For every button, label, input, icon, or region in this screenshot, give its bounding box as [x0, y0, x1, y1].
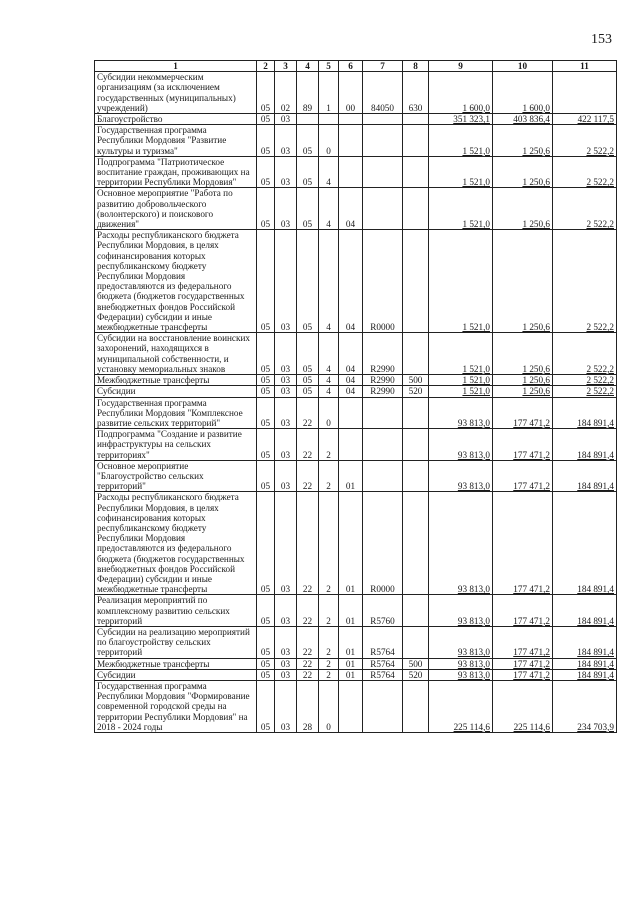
expense-type-code: [403, 429, 429, 461]
program-code: 05: [297, 333, 319, 375]
table-row: [95, 230, 617, 333]
table-row: [95, 429, 617, 461]
expense-type-code: [403, 595, 429, 627]
subprogram-code: [319, 114, 339, 125]
table-row: [95, 595, 617, 627]
row-name: Субсидии на восстановление воинских захоронений, находящихся в муниципальной собственности, и установку мемориальных знаков: [95, 333, 257, 375]
activity-code: 01: [339, 460, 363, 492]
activity-code: 01: [339, 669, 363, 680]
subsection-code: 03: [275, 669, 297, 680]
subsection-code: 03: [275, 658, 297, 669]
expense-type-code: 520: [403, 386, 429, 397]
subprogram-code: 0: [319, 680, 339, 732]
subprogram-code: 1: [319, 72, 339, 114]
col-header: 8: [403, 61, 429, 72]
expense-code: R5764: [363, 658, 403, 669]
amount-2023: 184 891,4: [553, 658, 617, 669]
amount-2022: 1 250,6: [493, 188, 553, 230]
row-name: Расходы республиканского бюджета Республики Мордовия, в целях софинансирования которых республиканскому бюджету Республики Мордовия предоставляются из федерального бюджета (бюджетов государственных внебюджетных фондов Российской Федерации) субсидии и иные межбюджетные трансферты: [95, 492, 257, 595]
amount-2023: 2 522,2: [553, 333, 617, 375]
amount-2023: 2 522,2: [553, 125, 617, 157]
row-name: Субсидии: [95, 669, 257, 680]
program-code: 22: [297, 492, 319, 595]
table-row: [95, 375, 617, 386]
row-name: Подпрограмма "Создание и развитие инфраструктуры на сельских территориях": [95, 429, 257, 461]
col-header: 9: [429, 61, 493, 72]
amount-2021: 93 813,0: [429, 460, 493, 492]
amount-2022: 1 250,6: [493, 230, 553, 333]
row-name: Основное мероприятие "Работа по развитию добровольческого (волонтерского) и поискового движения": [95, 188, 257, 230]
subprogram-code: 4: [319, 188, 339, 230]
amount-2023: 184 891,4: [553, 626, 617, 658]
expense-code: [363, 125, 403, 157]
program-code: 22: [297, 429, 319, 461]
amount-2021: 93 813,0: [429, 397, 493, 429]
table-row: [95, 492, 617, 595]
subprogram-code: 4: [319, 375, 339, 386]
expense-type-code: 500: [403, 375, 429, 386]
activity-code: 04: [339, 230, 363, 333]
expense-code: [363, 429, 403, 461]
subsection-code: 03: [275, 386, 297, 397]
amount-2022: 1 250,6: [493, 333, 553, 375]
amount-2023: 2 522,2: [553, 386, 617, 397]
section-code: 05: [257, 397, 275, 429]
subsection-code: 03: [275, 595, 297, 627]
amount-2023: 184 891,4: [553, 460, 617, 492]
subsection-code: 03: [275, 333, 297, 375]
section-code: 05: [257, 669, 275, 680]
expense-code: R2990: [363, 333, 403, 375]
activity-code: [339, 680, 363, 732]
activity-code: 04: [339, 386, 363, 397]
col-header: 10: [493, 61, 553, 72]
col-header: 1: [95, 61, 257, 72]
expense-type-code: [403, 333, 429, 375]
expense-type-code: [403, 397, 429, 429]
row-name: Основное мероприятие "Благоустройство сельских территорий": [95, 460, 257, 492]
section-code: 05: [257, 595, 275, 627]
row-name: Расходы республиканского бюджета Республики Мордовия, в целях софинансирования которых республиканскому бюджету Республики Мордовия предоставляются из федерального бюджета (бюджетов государственных внебюджетных фондов Российской Федерации) субсидии и иные межбюджетные трансферты: [95, 230, 257, 333]
amount-2021: 225 114,6: [429, 680, 493, 732]
subprogram-code: 2: [319, 658, 339, 669]
section-code: 05: [257, 333, 275, 375]
amount-2021: 93 813,0: [429, 492, 493, 595]
section-code: 05: [257, 492, 275, 595]
activity-code: 04: [339, 333, 363, 375]
row-name: Государственная программа Республики Мордовия "Развитие культуры и туризма": [95, 125, 257, 157]
expense-code: [363, 460, 403, 492]
subprogram-code: 4: [319, 230, 339, 333]
program-code: 05: [297, 386, 319, 397]
expense-type-code: [403, 626, 429, 658]
row-name: Реализация мероприятий по комплексному развитию сельских территорий: [95, 595, 257, 627]
amount-2022: 1 250,6: [493, 125, 553, 157]
section-code: 05: [257, 626, 275, 658]
subprogram-code: 2: [319, 626, 339, 658]
table-row: [95, 460, 617, 492]
amount-2022: 177 471,2: [493, 429, 553, 461]
activity-code: 01: [339, 492, 363, 595]
expense-code: R5760: [363, 595, 403, 627]
expense-type-code: [403, 188, 429, 230]
section-code: 05: [257, 72, 275, 114]
amount-2022: 177 471,2: [493, 397, 553, 429]
row-name: Субсидии на реализацию мероприятий по благоустройству сельских территорий: [95, 626, 257, 658]
col-header: 6: [339, 61, 363, 72]
subprogram-code: 0: [319, 397, 339, 429]
subsection-code: 03: [275, 125, 297, 157]
amount-2021: 93 813,0: [429, 595, 493, 627]
row-name: Субсидии: [95, 386, 257, 397]
amount-2023: 184 891,4: [553, 669, 617, 680]
subsection-code: 03: [275, 460, 297, 492]
table-row: [95, 658, 617, 669]
amount-2023: 2 522,2: [553, 156, 617, 188]
subprogram-code: 0: [319, 125, 339, 157]
expense-type-code: 630: [403, 72, 429, 114]
program-code: 05: [297, 156, 319, 188]
amount-2022: 177 471,2: [493, 492, 553, 595]
amount-2021: 1 521,0: [429, 375, 493, 386]
table-row: [95, 114, 617, 125]
subsection-code: 03: [275, 680, 297, 732]
expense-type-code: [403, 230, 429, 333]
amount-2021: 1 521,0: [429, 125, 493, 157]
activity-code: [339, 397, 363, 429]
program-code: 22: [297, 626, 319, 658]
amount-2022: 177 471,2: [493, 669, 553, 680]
program-code: 22: [297, 595, 319, 627]
expense-code: R5764: [363, 626, 403, 658]
subsection-code: 03: [275, 492, 297, 595]
subsection-code: 03: [275, 188, 297, 230]
expense-code: R2990: [363, 386, 403, 397]
section-code: 05: [257, 188, 275, 230]
expense-code: [363, 188, 403, 230]
section-code: 05: [257, 460, 275, 492]
page-number: 153: [591, 32, 612, 47]
amount-2021: 1 521,0: [429, 156, 493, 188]
amount-2023: 184 891,4: [553, 492, 617, 595]
amount-2023: 184 891,4: [553, 397, 617, 429]
subprogram-code: 2: [319, 595, 339, 627]
expense-code: [363, 680, 403, 732]
expense-type-code: 500: [403, 658, 429, 669]
section-code: 05: [257, 429, 275, 461]
expense-code: R0000: [363, 492, 403, 595]
program-code: 22: [297, 669, 319, 680]
section-code: 05: [257, 680, 275, 732]
expense-type-code: [403, 460, 429, 492]
section-code: 05: [257, 156, 275, 188]
table-row: [95, 397, 617, 429]
table-row: [95, 669, 617, 680]
table-row: [95, 680, 617, 732]
section-code: 05: [257, 375, 275, 386]
header-row: [95, 61, 617, 72]
amount-2022: 1 250,6: [493, 375, 553, 386]
table-row: [95, 125, 617, 157]
activity-code: 00: [339, 72, 363, 114]
expense-code: R0000: [363, 230, 403, 333]
expense-type-code: [403, 114, 429, 125]
amount-2022: 177 471,2: [493, 595, 553, 627]
subprogram-code: 2: [319, 460, 339, 492]
amount-2023: [553, 72, 617, 114]
expense-code: 84050: [363, 72, 403, 114]
activity-code: 01: [339, 658, 363, 669]
amount-2021: 93 813,0: [429, 429, 493, 461]
activity-code: [339, 429, 363, 461]
subsection-code: 03: [275, 230, 297, 333]
subsection-code: 03: [275, 156, 297, 188]
table-row: [95, 156, 617, 188]
amount-2021: 93 813,0: [429, 626, 493, 658]
subprogram-code: 2: [319, 492, 339, 595]
expense-code: [363, 114, 403, 125]
subsection-code: 03: [275, 429, 297, 461]
row-name: Подпрограмма "Патриотическое воспитание граждан, проживающих на территории Республики Мордовия": [95, 156, 257, 188]
table-row: [95, 188, 617, 230]
amount-2023: 234 703,9: [553, 680, 617, 732]
col-header: 2: [257, 61, 275, 72]
subsection-code: 03: [275, 375, 297, 386]
subprogram-code: 2: [319, 429, 339, 461]
amount-2023: 184 891,4: [553, 595, 617, 627]
program-code: 22: [297, 397, 319, 429]
program-code: 05: [297, 230, 319, 333]
program-code: 28: [297, 680, 319, 732]
subprogram-code: 2: [319, 669, 339, 680]
amount-2021: 1 521,0: [429, 333, 493, 375]
table-row: [95, 386, 617, 397]
section-code: 05: [257, 230, 275, 333]
subprogram-code: 4: [319, 333, 339, 375]
subsection-code: 03: [275, 114, 297, 125]
expense-code: R5764: [363, 669, 403, 680]
col-header: 5: [319, 61, 339, 72]
col-header: 11: [553, 61, 617, 72]
amount-2023: 184 891,4: [553, 429, 617, 461]
program-code: 05: [297, 125, 319, 157]
expense-type-code: 520: [403, 669, 429, 680]
amount-2022: 177 471,2: [493, 658, 553, 669]
amount-2022: 225 114,6: [493, 680, 553, 732]
subsection-code: 03: [275, 626, 297, 658]
row-name: Государственная программа Республики Мордовия "Формирование современной городской среды на территории Республики Мордовия" на 2018 - 2024 годы: [95, 680, 257, 732]
amount-2021: 1 521,0: [429, 230, 493, 333]
amount-2021: 1 600,0: [429, 72, 493, 114]
program-code: 22: [297, 658, 319, 669]
amount-2022: 177 471,2: [493, 460, 553, 492]
expense-type-code: [403, 125, 429, 157]
amount-2021: 93 813,0: [429, 658, 493, 669]
program-code: 89: [297, 72, 319, 114]
row-name: Субсидии некоммерческим организациям (за исключением государственных (муниципальных) учреждений): [95, 72, 257, 114]
col-header: 7: [363, 61, 403, 72]
table-row: [95, 626, 617, 658]
section-code: 05: [257, 114, 275, 125]
amount-2022: 403 836,4: [493, 114, 553, 125]
activity-code: [339, 114, 363, 125]
col-header: 4: [297, 61, 319, 72]
expense-type-code: [403, 156, 429, 188]
subsection-code: 02: [275, 72, 297, 114]
program-code: 22: [297, 460, 319, 492]
expense-code: [363, 397, 403, 429]
subsection-code: 03: [275, 397, 297, 429]
row-name: Межбюджетные трансферты: [95, 658, 257, 669]
amount-2021: 1 521,0: [429, 386, 493, 397]
amount-2023: 2 522,2: [553, 188, 617, 230]
subprogram-code: 4: [319, 156, 339, 188]
table-row: [95, 72, 617, 114]
program-code: 05: [297, 375, 319, 386]
program-code: [297, 114, 319, 125]
expense-type-code: [403, 492, 429, 595]
section-code: 05: [257, 125, 275, 157]
section-code: 05: [257, 658, 275, 669]
amount-2022: 1 250,6: [493, 386, 553, 397]
col-header: 3: [275, 61, 297, 72]
amount-2021: 351 323,1: [429, 114, 493, 125]
row-name: Государственная программа Республики Мордовия "Комплексное развитие сельских территорий": [95, 397, 257, 429]
amount-2023: 422 117,5: [553, 114, 617, 125]
amount-2022: 1 250,6: [493, 156, 553, 188]
expense-type-code: [403, 680, 429, 732]
amount-2022: 1 600,0: [493, 72, 553, 114]
table-row: [95, 333, 617, 375]
amount-2023: 2 522,2: [553, 230, 617, 333]
activity-code: 04: [339, 375, 363, 386]
section-code: 05: [257, 386, 275, 397]
amount-2022: 177 471,2: [493, 626, 553, 658]
row-name: Межбюджетные трансферты: [95, 375, 257, 386]
program-code: 05: [297, 188, 319, 230]
row-name: Благоустройство: [95, 114, 257, 125]
activity-code: 01: [339, 595, 363, 627]
activity-code: [339, 125, 363, 157]
activity-code: [339, 156, 363, 188]
subprogram-code: 4: [319, 386, 339, 397]
amount-2021: 93 813,0: [429, 669, 493, 680]
expense-code: R2990: [363, 375, 403, 386]
budget-table: [94, 60, 617, 733]
expense-code: [363, 156, 403, 188]
activity-code: 01: [339, 626, 363, 658]
amount-2023: 2 522,2: [553, 375, 617, 386]
amount-2021: 1 521,0: [429, 188, 493, 230]
activity-code: 04: [339, 188, 363, 230]
